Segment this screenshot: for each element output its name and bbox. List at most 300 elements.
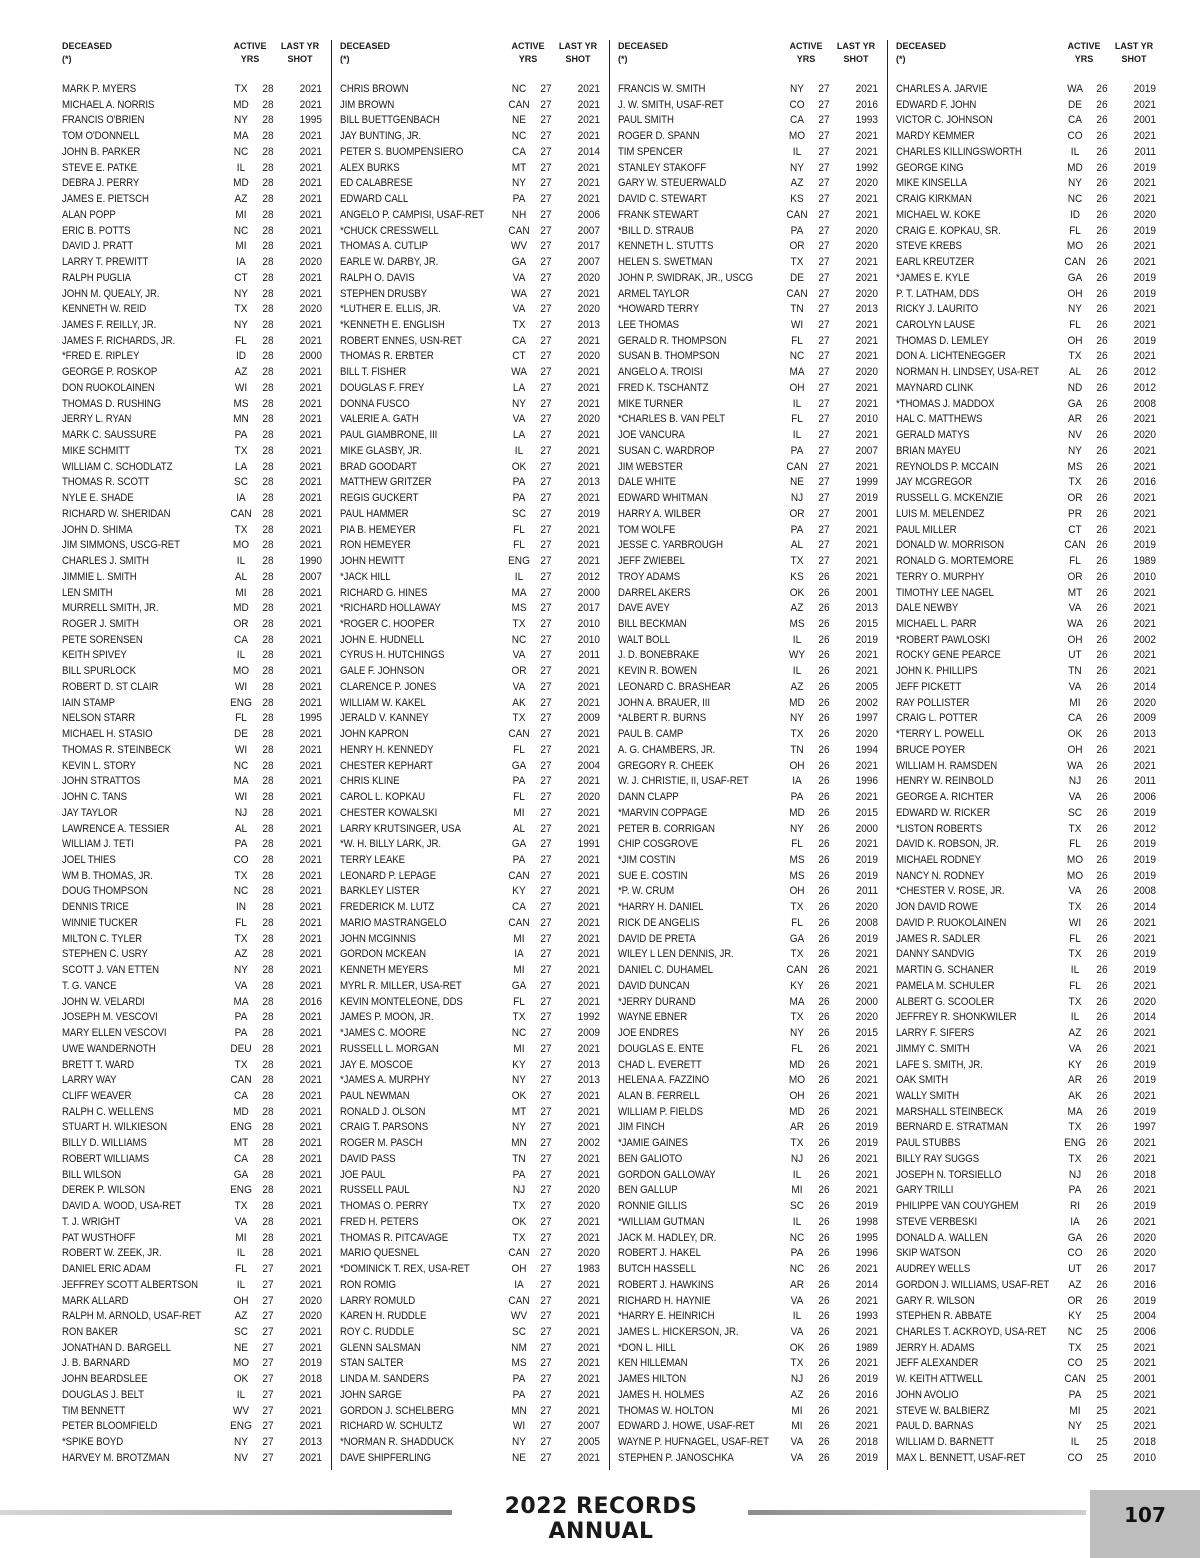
record-row [616, 161, 881, 177]
record-row [894, 586, 1159, 602]
header-active-yrs [232, 40, 268, 66]
member-name: RONNIE GILLIS [618, 1200, 687, 1213]
member-active-yrs: 26 [1096, 539, 1108, 552]
member-last-yr-shot: 2021 [855, 791, 878, 804]
member-name: JOHN P. SWIDRAK, JR., USCG [618, 271, 753, 284]
member-state: NY [233, 287, 248, 300]
member-state: IA [236, 492, 246, 505]
member-state: FL [513, 523, 525, 536]
record-row [616, 1278, 881, 1294]
member-last-yr-shot: 2001 [1133, 114, 1156, 127]
member-last-yr-shot: 2021 [299, 916, 322, 929]
record-row [338, 1294, 603, 1310]
record-row [616, 1356, 881, 1372]
member-last-yr-shot: 2021 [299, 145, 322, 158]
record-row [60, 255, 325, 271]
member-name: DARREL AKERS [618, 586, 691, 599]
member-name: GARY R. WILSON [896, 1294, 975, 1307]
member-state: MS [511, 602, 527, 615]
record-row [616, 113, 881, 129]
member-name: JAMES L. HICKERSON, JR. [618, 1326, 739, 1339]
member-active-yrs: 27 [818, 208, 830, 221]
record-row [338, 412, 603, 428]
member-name: MARK C. SAUSSURE [62, 429, 157, 442]
member-active-yrs: 26 [1096, 964, 1108, 977]
member-active-yrs: 27 [818, 350, 830, 363]
member-state: IL [236, 1247, 246, 1260]
member-last-yr-shot: 2016 [1133, 476, 1156, 489]
member-last-yr-shot: 1993 [855, 1310, 878, 1323]
record-row [894, 397, 1159, 413]
member-active-yrs: 26 [1096, 1247, 1108, 1260]
member-active-yrs: 27 [818, 381, 830, 394]
member-name: MIKE GLASBY, JR. [340, 444, 422, 457]
member-last-yr-shot: 2021 [855, 193, 878, 206]
member-name: LARRY WAY [62, 1074, 117, 1087]
member-last-yr-shot: 2021 [299, 287, 322, 300]
record-row [894, 727, 1159, 743]
record-row [616, 900, 881, 916]
member-state: NY [511, 177, 526, 190]
member-last-yr-shot: 2020 [299, 1310, 322, 1323]
member-state: VA [512, 413, 526, 426]
record-row [60, 271, 325, 287]
member-active-yrs: 28 [262, 838, 274, 851]
header-deceased-line2: (*) [896, 54, 906, 64]
member-active-yrs: 26 [1096, 366, 1108, 379]
member-state: AZ [234, 193, 248, 206]
member-state: IL [236, 555, 246, 568]
record-row [894, 349, 1159, 365]
member-last-yr-shot: 2021 [855, 83, 878, 95]
member-last-yr-shot: 2000 [855, 822, 878, 835]
record-row [894, 428, 1159, 444]
member-name: VICTOR C. JOHNSON [896, 114, 993, 127]
member-active-yrs: 28 [262, 1042, 274, 1055]
member-last-yr-shot: 2020 [577, 791, 600, 804]
member-active-yrs: 28 [262, 680, 274, 693]
member-name: LARRY T. PREWITT [62, 256, 149, 269]
member-active-yrs: 26 [818, 1357, 830, 1370]
member-active-yrs: 27 [540, 696, 552, 709]
member-last-yr-shot: 2021 [577, 1042, 600, 1055]
member-name: CHARLES KILLINGSWORTH [896, 145, 1022, 158]
member-name: JIM WEBSTER [618, 460, 683, 473]
member-state: MA [233, 995, 249, 1008]
record-row [338, 161, 603, 177]
member-name: JOHN D. SHIMA [62, 523, 133, 536]
member-state: IL [236, 1278, 246, 1291]
member-state: GA [511, 838, 527, 851]
member-active-yrs: 26 [1096, 444, 1108, 457]
record-row [60, 349, 325, 365]
member-name: WAYNE EBNER [618, 1011, 688, 1024]
member-state: WV [232, 1404, 250, 1417]
member-state: PA [512, 476, 526, 489]
record-row [338, 1010, 603, 1026]
member-active-yrs: 28 [262, 1152, 274, 1165]
member-active-yrs: 27 [262, 1451, 274, 1464]
member-active-yrs: 27 [540, 381, 552, 394]
member-name: JOHN STRATTOS [62, 775, 141, 788]
member-last-yr-shot: 2019 [1133, 224, 1156, 237]
record-row [894, 1183, 1159, 1199]
member-name: DON RUOKOLAINEN [62, 381, 155, 394]
member-name: GREGORY R. CHEEK [618, 759, 714, 772]
member-last-yr-shot: 2021 [577, 334, 600, 347]
record-row [60, 82, 325, 98]
member-last-yr-shot: 2021 [577, 822, 600, 835]
member-active-yrs: 27 [540, 177, 552, 190]
member-name: MARSHALL STEINBECK [896, 1105, 1004, 1118]
record-row [894, 302, 1159, 318]
member-name: *P. W. CRUM [618, 885, 675, 898]
member-last-yr-shot: 1992 [577, 1011, 600, 1024]
record-row [60, 113, 325, 129]
record-row [60, 617, 325, 633]
record-row [894, 334, 1159, 350]
member-state: MS [511, 1357, 527, 1370]
member-active-yrs: 28 [262, 570, 274, 583]
member-name: JIM SIMMONS, USCG-RET [62, 539, 180, 552]
record-row [894, 1073, 1159, 1089]
member-active-yrs: 27 [540, 759, 552, 772]
member-name: *HARRY E. HEINRICH [618, 1310, 715, 1323]
member-name: *JAMES C. MOORE [340, 1027, 426, 1040]
member-state: MS [789, 869, 805, 882]
member-active-yrs: 28 [262, 617, 274, 630]
member-state: PA [234, 429, 248, 442]
member-state: LA [512, 381, 526, 394]
record-row [338, 349, 603, 365]
member-active-yrs: 28 [262, 1121, 274, 1134]
record-row [894, 1026, 1159, 1042]
member-state: VA [234, 979, 248, 992]
record-row [338, 554, 603, 570]
member-active-yrs: 26 [1096, 145, 1108, 158]
member-active-yrs: 26 [1096, 1121, 1108, 1134]
member-state: KY [790, 979, 804, 992]
member-name: MIKE SCHMITT [62, 444, 130, 457]
record-row [894, 1152, 1159, 1168]
record-row [338, 1341, 603, 1357]
member-active-yrs: 27 [818, 145, 830, 158]
member-active-yrs: 27 [540, 1247, 552, 1260]
member-last-yr-shot: 2015 [855, 1027, 878, 1040]
record-row [338, 1136, 603, 1152]
member-state: CAN [786, 287, 808, 300]
record-row [616, 129, 881, 145]
member-last-yr-shot: 2021 [577, 932, 600, 945]
member-state: GA [511, 979, 527, 992]
record-row [338, 538, 603, 554]
member-active-yrs: 26 [1096, 413, 1108, 426]
record-row [338, 365, 603, 381]
member-state: GA [511, 256, 527, 269]
member-last-yr-shot: 2021 [299, 334, 322, 347]
record-row [60, 176, 325, 192]
member-last-yr-shot: 2021 [1133, 1420, 1156, 1433]
member-last-yr-shot: 2005 [577, 1436, 600, 1449]
member-name: JOHN A. BRAUER, III [618, 696, 710, 709]
member-name: DOUGLAS F. FREY [340, 381, 425, 394]
member-state: NC [233, 759, 249, 772]
member-state: AR [1067, 1074, 1082, 1087]
member-name: *SPIKE BOYD [62, 1436, 124, 1449]
member-active-yrs: 26 [1096, 350, 1108, 363]
member-active-yrs: 26 [1096, 1294, 1108, 1307]
member-state: AZ [790, 177, 804, 190]
member-state: NY [233, 1436, 248, 1449]
member-name: *ROGER C. HOOPER [340, 617, 435, 630]
member-active-yrs: 26 [818, 1294, 830, 1307]
member-state: CAN [786, 460, 808, 473]
member-last-yr-shot: 2021 [1133, 1341, 1156, 1354]
record-row [616, 1341, 881, 1357]
member-active-yrs: 26 [818, 743, 830, 756]
member-last-yr-shot: 1998 [855, 1215, 878, 1228]
record-row [60, 822, 325, 838]
member-name: STANLEY STAKOFF [618, 161, 707, 174]
member-name: MARK ALLARD [62, 1294, 129, 1307]
member-last-yr-shot: 2021 [855, 1168, 878, 1181]
member-state: CA [1067, 114, 1082, 127]
member-active-yrs: 26 [818, 806, 830, 819]
record-row [894, 554, 1159, 570]
member-active-yrs: 27 [540, 507, 552, 520]
record-row [338, 932, 603, 948]
page-number-box [1090, 1490, 1200, 1558]
record-row [338, 208, 603, 224]
record-row [60, 1136, 325, 1152]
member-active-yrs: 28 [262, 775, 274, 788]
member-last-yr-shot: 2021 [577, 460, 600, 473]
member-active-yrs: 27 [540, 208, 552, 221]
member-state: ENG [230, 1184, 252, 1197]
member-last-yr-shot: 2021 [577, 1215, 600, 1228]
member-name: JEFF PICKETT [896, 680, 962, 693]
member-state: OR [789, 240, 805, 253]
member-state: IA [236, 256, 246, 269]
member-name: *FRED E. RIPLEY [62, 350, 140, 363]
member-name: FRED H. PETERS [340, 1215, 419, 1228]
member-state: WI [234, 381, 248, 394]
member-last-yr-shot: 2019 [855, 1373, 878, 1386]
member-name: MARDY KEMMER [896, 130, 975, 143]
member-state: NJ [1068, 1168, 1082, 1181]
record-row [60, 1010, 325, 1026]
member-name: A. G. CHAMBERS, JR. [618, 743, 716, 756]
record-row [338, 617, 603, 633]
member-state: FL [513, 791, 525, 804]
member-state: KY [512, 1058, 526, 1071]
member-name: GORDON J. SCHELBERG [340, 1404, 454, 1417]
record-row [894, 507, 1159, 523]
member-state: DE [1067, 98, 1082, 111]
member-state: NY [789, 822, 804, 835]
member-name: JERRY H. ADAMS [896, 1341, 975, 1354]
member-active-yrs: 27 [540, 822, 552, 835]
member-state: MT [511, 161, 527, 174]
member-active-yrs: 28 [262, 444, 274, 457]
member-active-yrs: 27 [540, 680, 552, 693]
records-columns [60, 40, 1160, 1470]
record-row [894, 1089, 1159, 1105]
member-active-yrs: 28 [262, 161, 274, 174]
member-active-yrs: 27 [540, 885, 552, 898]
member-name: JAMES F. RICHARDS, JR. [62, 334, 176, 347]
record-row [616, 1215, 881, 1231]
member-name: *KENNETH E. ENGLISH [340, 319, 445, 332]
member-active-yrs: 27 [262, 1326, 274, 1339]
member-active-yrs: 26 [1096, 303, 1108, 316]
member-active-yrs: 26 [1096, 570, 1108, 583]
member-active-yrs: 26 [1096, 507, 1108, 520]
member-state: WI [234, 680, 248, 693]
member-name: NORMAN H. LINDSEY, USA-RET [896, 366, 1040, 379]
record-row [894, 523, 1159, 539]
member-last-yr-shot: 2021 [577, 885, 600, 898]
record-row [894, 696, 1159, 712]
member-last-yr-shot: 2021 [577, 1090, 600, 1102]
member-active-yrs: 26 [1096, 476, 1108, 489]
member-last-yr-shot: 2021 [299, 240, 322, 253]
member-last-yr-shot: 2021 [855, 1326, 878, 1339]
member-last-yr-shot: 2021 [855, 334, 878, 347]
member-last-yr-shot: 2021 [1133, 256, 1156, 269]
record-row [894, 759, 1159, 775]
member-name: TROY ADAMS [618, 570, 681, 583]
member-active-yrs: 27 [540, 476, 552, 489]
record-row [60, 743, 325, 759]
member-state: MA [233, 130, 249, 143]
member-last-yr-shot: 2021 [1133, 1152, 1156, 1165]
member-last-yr-shot: 2008 [1133, 397, 1156, 410]
member-name: GEORGE KING [896, 161, 964, 174]
member-state: OK [511, 1215, 527, 1228]
member-name: *TERRY L. POWELL [896, 728, 985, 741]
member-state: PA [1068, 1184, 1082, 1197]
page-number: 107 [1124, 1503, 1166, 1527]
member-state: IL [792, 1168, 802, 1181]
record-row [60, 397, 325, 413]
member-active-yrs: 28 [262, 240, 274, 253]
record-row [616, 1309, 881, 1325]
member-last-yr-shot: 2020 [577, 1184, 600, 1197]
member-state: TX [512, 319, 526, 332]
member-active-yrs: 27 [540, 492, 552, 505]
record-row [338, 224, 603, 240]
member-state: MA [233, 775, 249, 788]
member-last-yr-shot: 2021 [1133, 1388, 1156, 1401]
member-active-yrs: 27 [540, 916, 552, 929]
member-last-yr-shot: 2021 [1133, 932, 1156, 945]
member-last-yr-shot: 1993 [855, 114, 878, 127]
record-row [894, 1105, 1159, 1121]
member-active-yrs: 26 [818, 1137, 830, 1150]
member-state: AL [512, 822, 526, 835]
member-name: HELEN S. SWETMAN [618, 256, 713, 269]
member-state: VA [790, 1326, 804, 1339]
member-active-yrs: 26 [818, 838, 830, 851]
member-active-yrs: 27 [540, 1090, 552, 1102]
member-name: RICHARD W. SHERIDAN [62, 507, 171, 520]
record-row [894, 947, 1159, 963]
member-active-yrs: 26 [1096, 1074, 1108, 1087]
member-last-yr-shot: 2020 [1133, 995, 1156, 1008]
member-state: TX [790, 1137, 804, 1150]
member-state: FL [791, 916, 803, 929]
member-name: *RICHARD HOLLAWAY [340, 602, 441, 615]
member-name: LAWRENCE A. TESSIER [62, 822, 170, 835]
member-state: MI [235, 240, 247, 253]
member-name: *LISTON ROBERTS [896, 822, 983, 835]
member-state: FL [1069, 979, 1081, 992]
member-active-yrs: 27 [540, 539, 552, 552]
record-row [616, 176, 881, 192]
member-active-yrs: 27 [540, 665, 552, 678]
record-row [60, 963, 325, 979]
record-row [338, 1152, 603, 1168]
record-row [60, 491, 325, 507]
record-row [616, 1026, 881, 1042]
member-state: FL [791, 1042, 803, 1055]
header-active-yrs-line2: YRS [796, 54, 816, 64]
member-active-yrs: 28 [262, 869, 274, 882]
member-state: TX [512, 617, 526, 630]
record-row [60, 570, 325, 586]
member-name: *JAMES E. KYLE [896, 271, 970, 284]
member-name: REGIS GUCKERT [340, 492, 419, 505]
member-active-yrs: 27 [540, 1326, 552, 1339]
member-last-yr-shot: 2020 [577, 413, 600, 426]
member-name: RICK DE ANGELIS [618, 916, 700, 929]
member-active-yrs: 27 [818, 271, 830, 284]
record-row [616, 1262, 881, 1278]
member-state: FL [791, 334, 803, 347]
member-last-yr-shot: 2019 [1133, 1058, 1156, 1071]
record-row [894, 1215, 1159, 1231]
member-active-yrs: 27 [818, 523, 830, 536]
member-state: GA [1067, 1231, 1083, 1244]
member-last-yr-shot: 2021 [577, 806, 600, 819]
record-row [616, 1246, 881, 1262]
member-name: RONALD J. OLSON [340, 1105, 426, 1118]
member-last-yr-shot: 2013 [855, 602, 878, 615]
member-state: MO [232, 1357, 250, 1370]
member-name: PIA B. HEMEYER [340, 523, 416, 536]
member-name: GLENN SALSMAN [340, 1341, 421, 1354]
member-name: GARY W. STEUERWALD [618, 177, 727, 190]
record-row [338, 1089, 603, 1105]
member-name: BEN GALIOTO [618, 1152, 683, 1165]
record-row [616, 759, 881, 775]
record-row [338, 1042, 603, 1058]
member-name: W. KEITH ATTWELL [896, 1373, 983, 1386]
member-state: IL [792, 429, 802, 442]
member-name: ARMEL TAYLOR [618, 287, 690, 300]
member-last-yr-shot: 2000 [577, 586, 600, 599]
record-row [616, 287, 881, 303]
member-last-yr-shot: 2017 [577, 602, 600, 615]
record-row [60, 523, 325, 539]
member-state: WI [234, 743, 248, 756]
member-name: GORDON MCKEAN [340, 948, 427, 961]
member-last-yr-shot: 2021 [299, 271, 322, 284]
member-state: WY [788, 649, 806, 662]
member-state: TX [1068, 476, 1082, 489]
header-active-yrs [510, 40, 546, 66]
